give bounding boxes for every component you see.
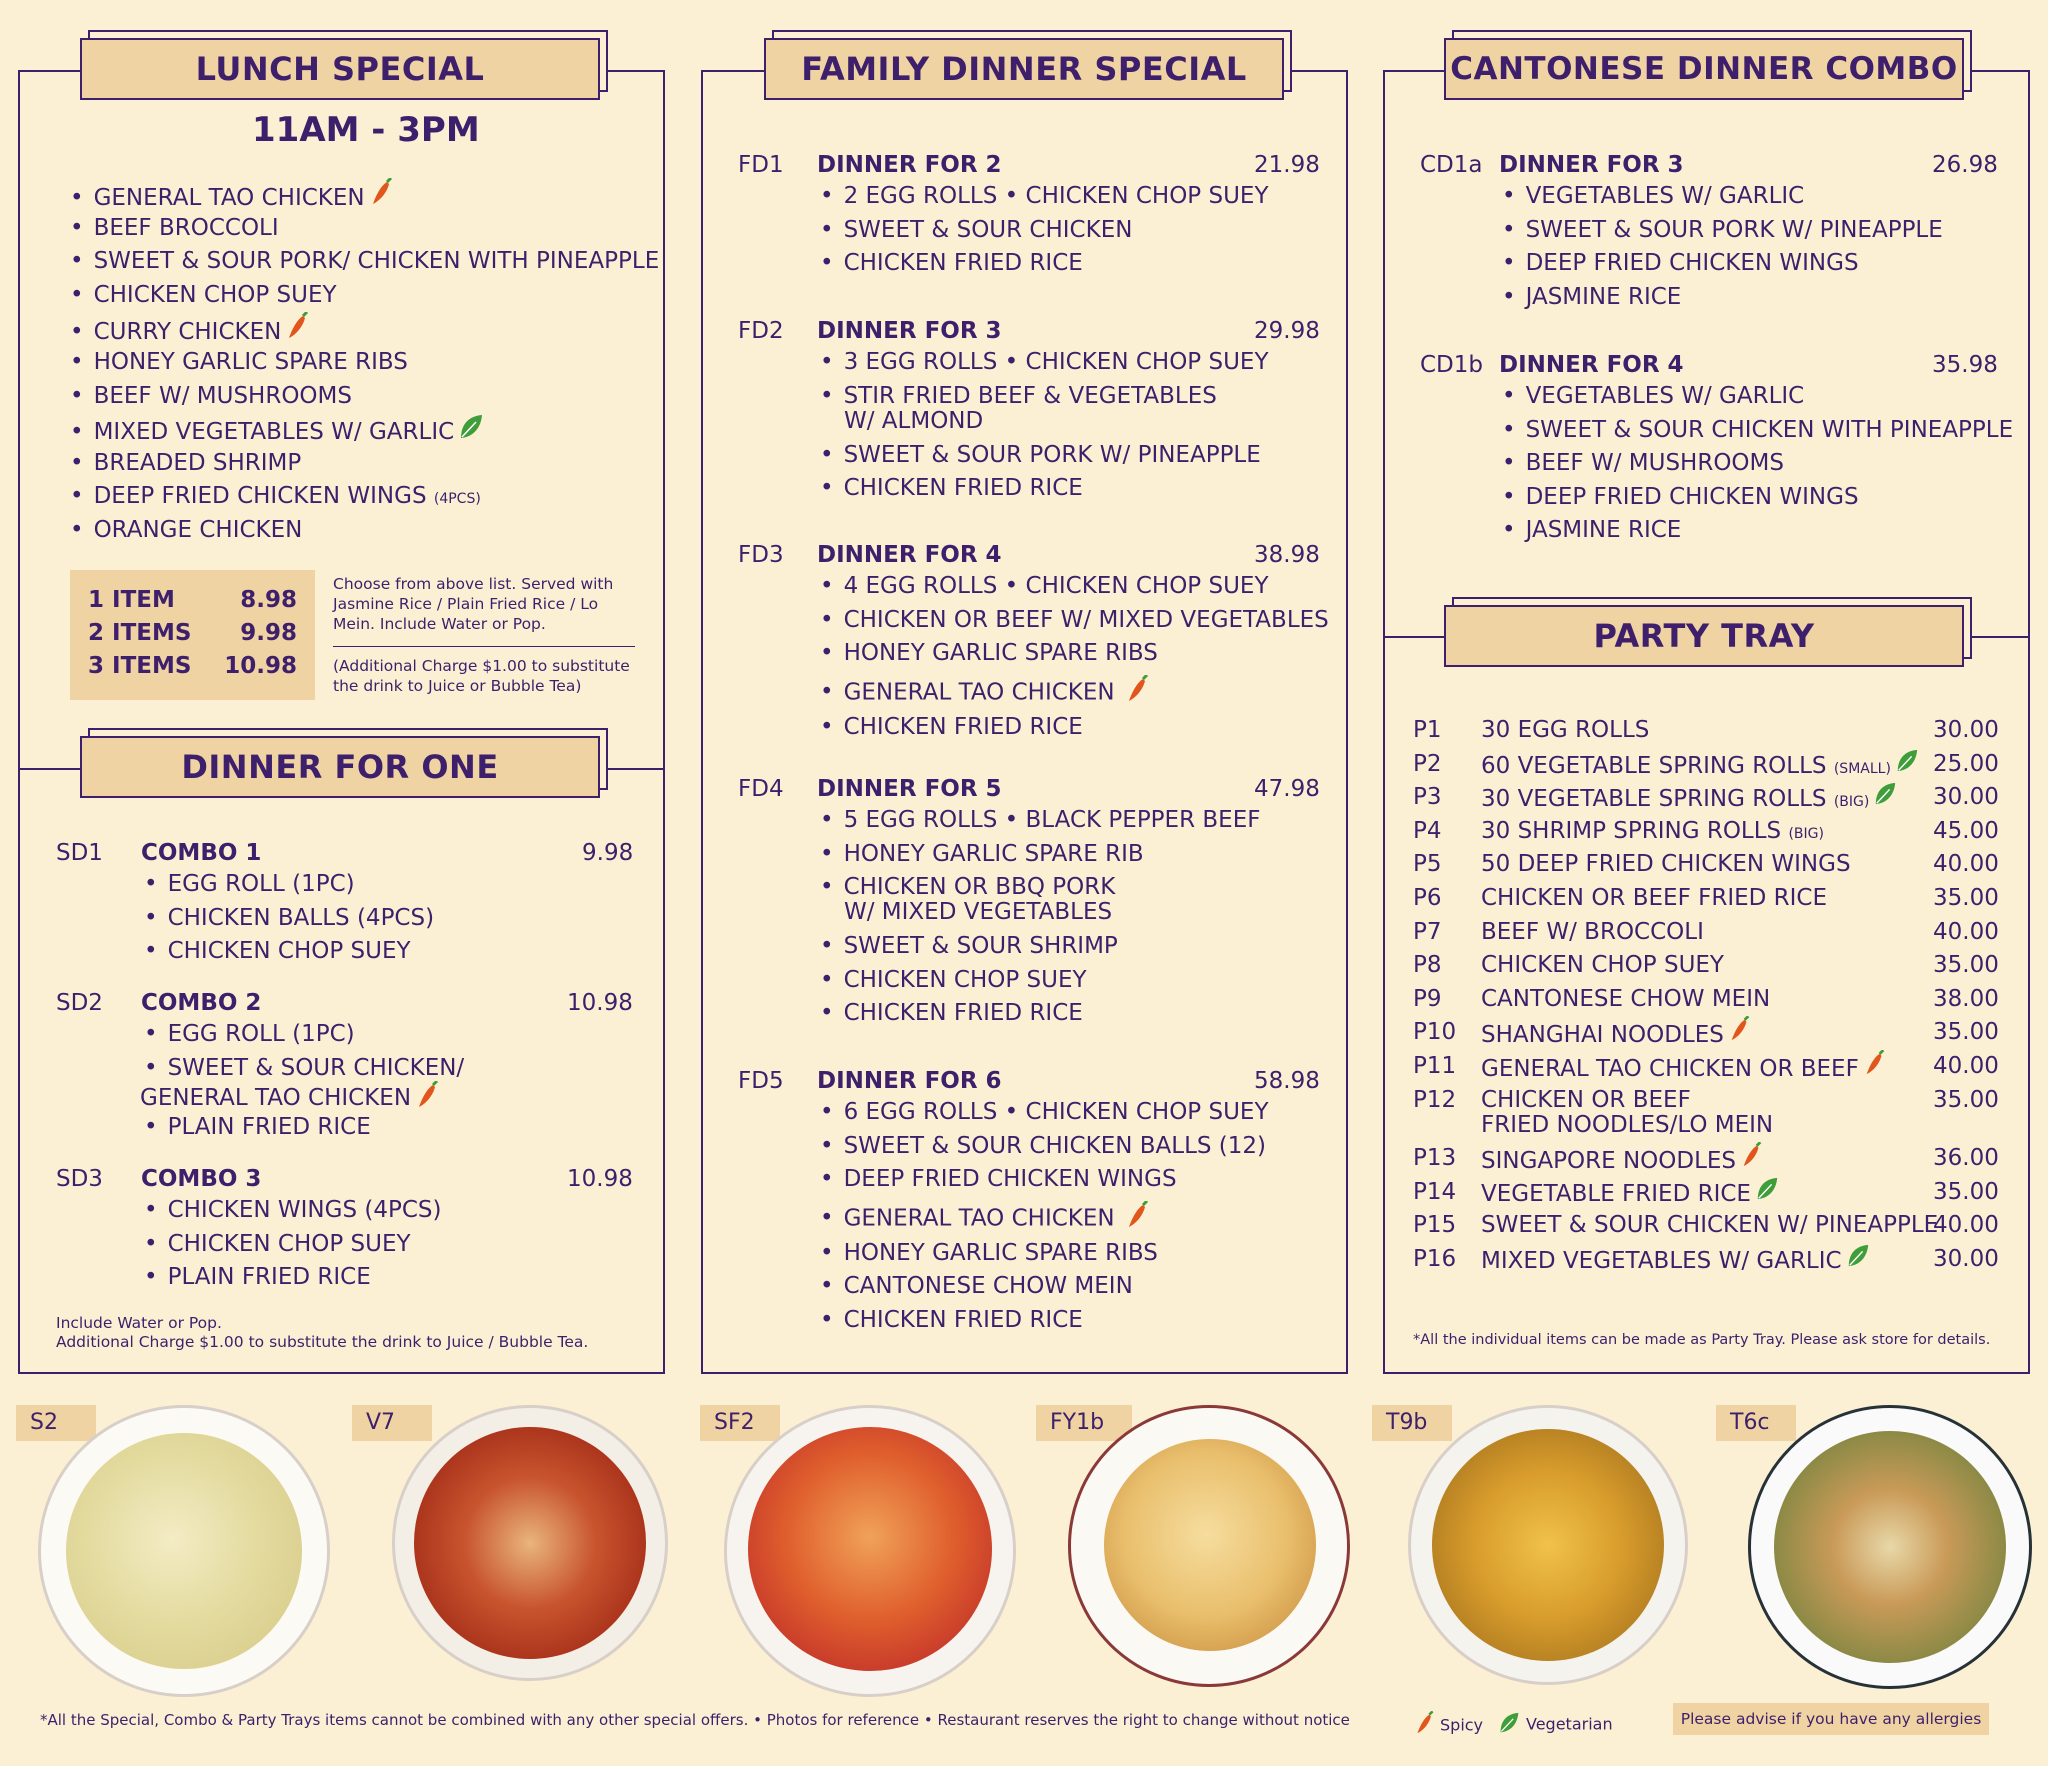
list-item: • CHICKEN FRIED RICE — [820, 711, 1329, 745]
list-item: • CHICKEN CHOP SUEY — [70, 279, 659, 313]
list-item: • 2 EGG ROLLS • CHICKEN CHOP SUEY — [820, 180, 1269, 214]
list-item: • SWEET & SOUR CHICKEN — [820, 214, 1269, 248]
list-item: • PLAIN FRIED RICE — [144, 1261, 441, 1295]
chili-icon — [415, 1081, 441, 1117]
sweet-sour-chicken-image — [748, 1427, 992, 1671]
curry-chicken-image — [1432, 1429, 1664, 1661]
wonton-soup-image — [66, 1433, 302, 1669]
list-item: • SWEET & SOUR SHRIMP — [820, 930, 1260, 964]
egg-foo-young-image — [1104, 1439, 1316, 1651]
photo-tag: T9b — [1372, 1405, 1452, 1441]
chili-icon — [1863, 1050, 1887, 1089]
list-item: • CHICKEN BALLS (4PCS) — [144, 902, 434, 936]
leaf-icon — [1873, 781, 1897, 818]
list-item: • HONEY GARLIC SPARE RIBS — [820, 1237, 1269, 1271]
party-tray-title: PARTY TRAY — [1444, 605, 1964, 667]
list-item: • CHICKEN FRIED RICE — [820, 1304, 1269, 1338]
family-fd4: FD4 DINNER FOR 5 47.98 • 5 EGG ROLLS • BLACK PEPPER BEEF • HONEY GARLIC SPARE RIB • CHICKEN OR BBQ PORK W/ MIXED VEGETABLES • SWEET & SOUR SHRIMP • CHICKEN CHOP SUEY • CHICKEN FRIED RICE — [738, 776, 1318, 1036]
list-item: • PLAIN FRIED RICE — [144, 1111, 464, 1145]
list-item: • BEEF W/ MUSHROOMS — [70, 380, 659, 414]
list-item: • CHICKEN FRIED RICE — [820, 247, 1269, 281]
price-row: 3 ITEMS 10.98 — [88, 653, 297, 679]
list-item: • 5 EGG ROLLS • BLACK PEPPER BEEF — [820, 804, 1260, 838]
family-fd5: FD5 DINNER FOR 6 58.98 • 6 EGG ROLLS • CHICKEN CHOP SUEY • SWEET & SOUR CHICKEN BALLS (12) • DEEP FRIED CHICKEN WINGS • GENERAL TAO CHICKEN • HONEY GARLIC SPARE RIBS • CANTONESE CHOW MEIN • CHICKEN FRIED RICE — [738, 1068, 1318, 1338]
list-item: • VEGETABLES W/ GARLIC — [1502, 380, 2013, 414]
price-row: 1 ITEM 8.98 — [88, 587, 297, 613]
cantonese-cd1b: CD1b DINNER FOR 4 35.98 • VEGETABLES W/ GARLIC • SWEET & SOUR CHICKEN WITH PINEAPPLE • BEEF W/ MUSHROOMS • DEEP FRIED CHICKEN WINGS • JASMINE RICE — [1420, 352, 2020, 552]
list-item: • SWEET & SOUR PORK W/ PINEAPPLE — [1502, 214, 1943, 248]
list-item: • SWEET & SOUR CHICKEN BALLS (12) — [820, 1130, 1269, 1164]
list-item: • GENERAL TAO CHICKEN — [820, 671, 1329, 711]
list-item: • BEEF BROCCOLI — [70, 212, 659, 246]
list-item: • EGG ROLL (1PC) — [144, 868, 434, 902]
list-item: • CHICKEN CHOP SUEY — [820, 964, 1260, 998]
leaf-icon — [1846, 1243, 1870, 1280]
list-item: • MIXED VEGETABLES W/ GARLIC — [70, 413, 659, 447]
list-item: • SWEET & SOUR PORK W/ PINEAPPLE — [820, 439, 1269, 473]
allergy-notice: Please advise if you have any allergies — [1673, 1703, 1989, 1735]
list-item: • HONEY GARLIC SPARE RIBS — [820, 637, 1329, 671]
list-item: • BREADED SHRIMP — [70, 447, 659, 481]
list-item: • SWEET & SOUR CHICKEN/ GENERAL TAO CHICKEN — [144, 1052, 464, 1111]
list-item: • ORANGE CHICKEN — [70, 514, 659, 548]
lunch-hours: 11AM - 3PM — [252, 110, 480, 150]
lunch-price-box — [70, 570, 315, 700]
list-item: • CHICKEN CHOP SUEY — [144, 1228, 441, 1262]
family-fd2: FD2 DINNER FOR 3 29.98 • 3 EGG ROLLS • CHICKEN CHOP SUEY • STIR FRIED BEEF & VEGETABLES W/ ALMOND • SWEET & SOUR PORK W/ PINEAPPLE • CHICKEN FRIED RICE — [738, 318, 1318, 508]
list-item: • CHICKEN FRIED RICE — [820, 472, 1269, 506]
list-item: • SWEET & SOUR CHICKEN WITH PINEAPPLE — [1502, 414, 2013, 448]
chili-icon — [1125, 675, 1151, 711]
family-dinner-title: FAMILY DINNER SPECIAL — [764, 38, 1284, 100]
list-item: • 4 EGG ROLLS • CHICKEN CHOP SUEY — [820, 570, 1329, 604]
mapo-tofu-image — [414, 1427, 646, 1659]
list-item: • DEEP FRIED CHICKEN WINGS — [1502, 481, 2013, 515]
price-row: 2 ITEMS 9.98 — [88, 620, 297, 646]
cantonese-title: CANTONESE DINNER COMBO — [1444, 38, 1964, 100]
lunch-surcharge-note: (Additional Charge $1.00 to substitute the drink to Juice or Bubble Tea) — [333, 657, 630, 695]
list-item: • BEEF W/ MUSHROOMS — [1502, 447, 2013, 481]
list-item: • GENERAL TAO CHICKEN — [820, 1197, 1269, 1237]
leaf-icon — [1755, 1176, 1779, 1213]
list-item: • CANTONESE CHOW MEIN — [820, 1270, 1269, 1304]
photo-tag: FY1b — [1036, 1405, 1132, 1441]
combo-sd1: SD1 COMBO 1 9.98 • EGG ROLL (1PC) • CHICKEN BALLS (4PCS) • CHICKEN CHOP SUEY — [56, 840, 636, 980]
legend-spicy: Spicy — [1414, 1711, 1483, 1741]
dinner-for-one-title: DINNER FOR ONE — [80, 736, 600, 798]
lunch-item-list — [70, 178, 659, 548]
list-item: • 3 EGG ROLLS • CHICKEN CHOP SUEY — [820, 346, 1269, 380]
list-item: • STIR FRIED BEEF & VEGETABLES W/ ALMOND — [820, 380, 1269, 439]
list-item: • DEEP FRIED CHICKEN WINGS — [1502, 247, 1943, 281]
list-item: • CURRY CHICKEN — [70, 312, 659, 346]
leaf-icon — [458, 413, 484, 452]
photo-tag: S2 — [16, 1405, 96, 1441]
list-item: • VEGETABLES W/ GARLIC — [1502, 180, 1943, 214]
leaf-icon — [1895, 748, 1919, 785]
list-item: • EGG ROLL (1PC) — [144, 1018, 464, 1052]
list-item: • DEEP FRIED CHICKEN WINGS — [820, 1163, 1269, 1197]
family-fd3: FD3 DINNER FOR 4 38.98 • 4 EGG ROLLS • CHICKEN CHOP SUEY • CHICKEN OR BEEF W/ MIXED VEGETABLES • HONEY GARLIC SPARE RIBS • GENERAL TAO CHICKEN • CHICKEN FRIED RICE — [738, 542, 1318, 742]
dinner-one-note: Include Water or Pop. Additional Charge $1.00 to substitute the drink to Juice / Bubble Tea. — [56, 1314, 589, 1351]
combo-sd2: SD2 COMBO 2 10.98 • EGG ROLL (1PC) • SWEET & SOUR CHICKEN/ GENERAL TAO CHICKEN • PLAIN FRIED RICE — [56, 990, 636, 1160]
photo-tag: SF2 — [700, 1405, 780, 1441]
list-item: • HONEY GARLIC SPARE RIB — [820, 838, 1260, 872]
list-item: • GENERAL TAO CHICKEN — [70, 178, 659, 212]
list-item: • CHICKEN CHOP SUEY — [144, 935, 434, 969]
chili-icon — [1125, 1201, 1151, 1237]
list-item: • CHICKEN WINGS (4PCS) — [144, 1194, 441, 1228]
chili-icon — [1414, 1711, 1436, 1741]
lunch-special-title: LUNCH SPECIAL — [80, 38, 600, 100]
list-item: • JASMINE RICE — [1502, 281, 1943, 315]
lunch-note: Choose from above list. Served with Jasmine Rice / Plain Fried Rice / Lo Mein. Include Water or Pop. — [333, 575, 614, 633]
divider — [333, 646, 635, 647]
list-item: • 6 EGG ROLLS • CHICKEN CHOP SUEY — [820, 1096, 1269, 1130]
photo-tag: T6c — [1716, 1405, 1796, 1441]
list-item: • CHICKEN OR BEEF W/ MIXED VEGETABLES — [820, 604, 1329, 638]
legend-vegetarian: Vegetarian — [1498, 1711, 1613, 1739]
list-item: • CHICKEN OR BBQ PORK W/ MIXED VEGETABLES — [820, 871, 1260, 930]
chili-icon — [369, 178, 395, 219]
photo-tag: V7 — [352, 1405, 432, 1441]
footer-disclaimer: *All the Special, Combo & Party Trays items cannot be combined with any other special offers. • Photos for reference • Restaurant reserves the right to change without notice — [40, 1711, 1350, 1729]
pad-thai-image — [1774, 1431, 2006, 1663]
leaf-icon — [1498, 1711, 1520, 1739]
list-item: • JASMINE RICE — [1502, 514, 2013, 548]
combo-sd3: SD3 COMBO 3 10.98 • CHICKEN WINGS (4PCS) • CHICKEN CHOP SUEY • PLAIN FRIED RICE — [56, 1166, 636, 1306]
family-fd1: FD1 DINNER FOR 2 21.98 • 2 EGG ROLLS • CHICKEN CHOP SUEY • SWEET & SOUR CHICKEN • CHICKEN FRIED RICE — [738, 152, 1318, 282]
list-item: • SWEET & SOUR PORK/ CHICKEN WITH PINEAPPLE — [70, 245, 659, 279]
list-item: • DEEP FRIED CHICKEN WINGS (4PCS) — [70, 480, 659, 514]
list-item: • CHICKEN FRIED RICE — [820, 997, 1260, 1031]
party-tray-note: *All the individual items can be made as Party Tray. Please ask store for details. — [1413, 1332, 1991, 1348]
list-item: • HONEY GARLIC SPARE RIBS — [70, 346, 659, 380]
cantonese-cd1a: CD1a DINNER FOR 3 26.98 • VEGETABLES W/ GARLIC • SWEET & SOUR PORK W/ PINEAPPLE • DEEP FRIED CHICKEN WINGS • JASMINE RICE — [1420, 152, 2000, 322]
